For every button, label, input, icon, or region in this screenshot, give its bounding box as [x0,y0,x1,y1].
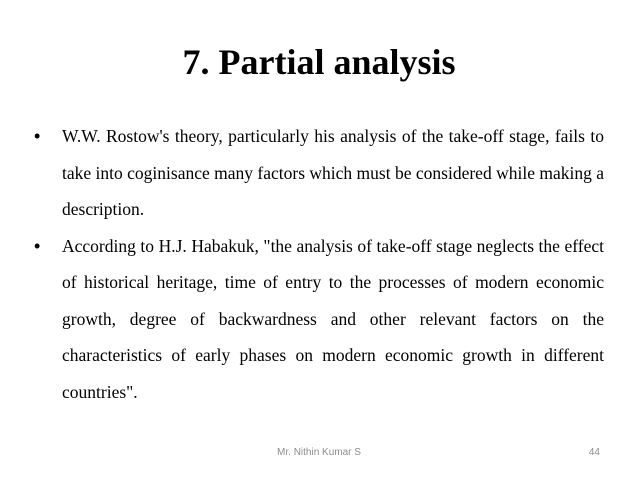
bullet-text: According to H.J. Habakuk, "the analysis of take-off stage neglects the effect of historical heritage, time of entry to the processes of modern economic growth, degree of backwardness and other relevant factors on the characteristics of early phases on modern economic growth in different countries". [62,235,604,402]
page-number: 44 [588,447,600,458]
bullet-item-habakuk [34,228,604,411]
bullet-icon: • [34,126,41,146]
slide-title: 7. Partial analysis [182,42,456,82]
bullet-text: W.W. Rostow's theory, particularly his analysis of the take-off stage, fails to take into coginisance many factors which must be considered while making a description. [62,126,604,219]
footer-author: Mr. Nithin Kumar S [277,447,361,458]
bullet-item-rostow [34,118,604,228]
bullet-icon: • [34,235,41,256]
bullet-list [34,118,604,410]
